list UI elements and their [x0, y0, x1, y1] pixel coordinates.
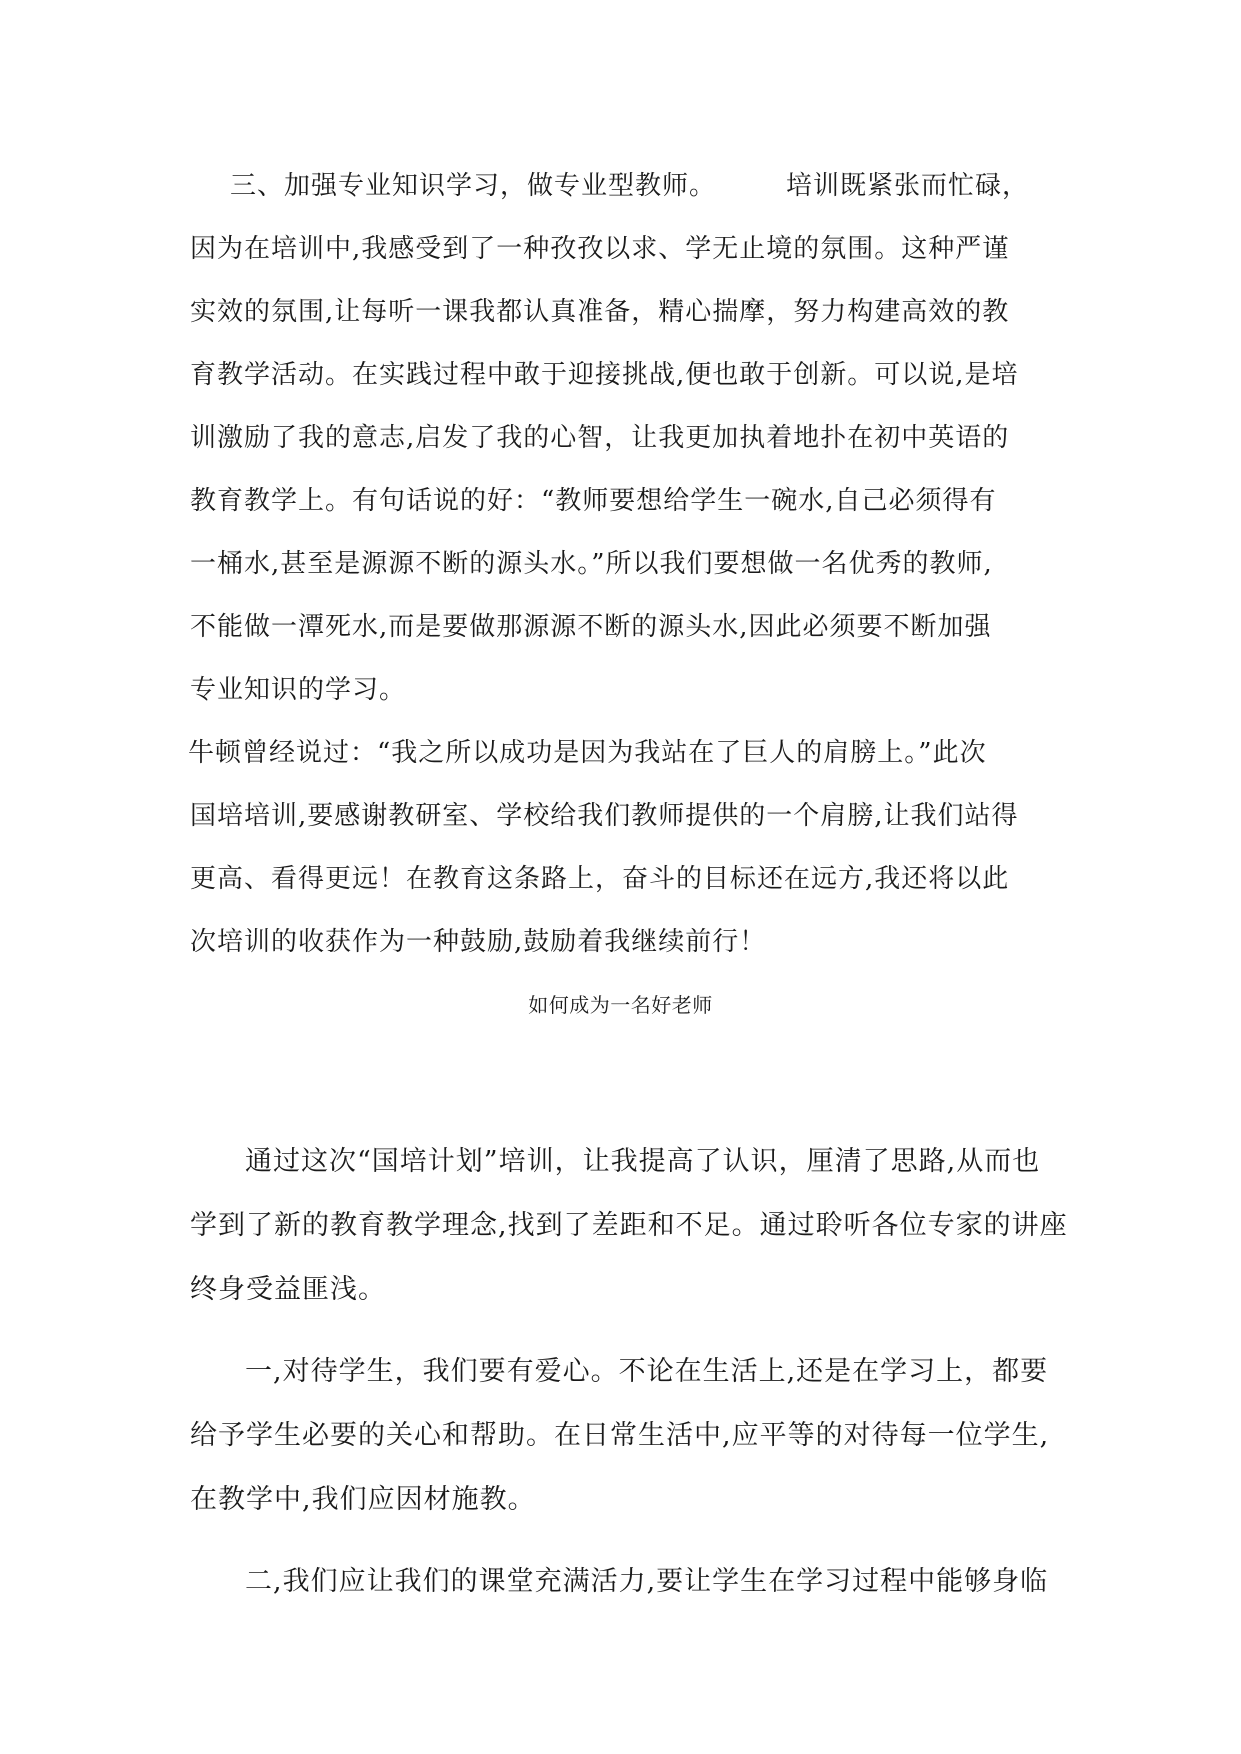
paragraph-line: 次培训的收获作为一种鼓励,鼓励着我继续前行！	[190, 927, 767, 957]
paragraph-text: 二,我们应让我们的课堂充满活力,要让学生在学习过程中能够身临	[245, 1566, 1049, 1597]
article-title: 如何成为一名好老师	[528, 993, 713, 1017]
section-two	[190, 1130, 1080, 1614]
paragraph-line: 在教学中,我们应因材施教。	[190, 1484, 536, 1515]
paragraph-line: 实效的氛围,让每听一课我都认真准备，精心揣摩，努力构建高效的教	[190, 297, 1010, 327]
section-one	[190, 155, 1060, 974]
paragraph-line: 国培培训,要感谢教研室、学校给我们教师提供的一个肩膀,让我们站得	[190, 801, 1019, 831]
paragraph-line: 训激励了我的意志,启发了我的心智，让我更加执着地扑在初中英语的	[190, 423, 1010, 453]
paragraph-gap	[190, 1532, 1080, 1550]
paragraph-line	[190, 1550, 1080, 1614]
paragraph-line	[190, 1130, 1080, 1194]
paragraph-line: 专业知识的学习。	[190, 675, 407, 705]
section-heading-line	[190, 155, 1060, 218]
section-heading-tail: 培训既紧张而忙碌，	[786, 171, 1030, 201]
paragraph-line	[190, 1340, 1080, 1404]
paragraph-line: 学到了新的教育教学理念,找到了差距和不足。通过聆听各位专家的讲座	[190, 1210, 1068, 1241]
paragraph-text: 一,对待学生，我们要有爱心。不论在生活上,还是在学习上，都要	[245, 1356, 1049, 1387]
paragraph-gap	[190, 1322, 1080, 1340]
paragraph-line: 给予学生必要的关心和帮助。在日常生活中,应平等的对待每一位学生,	[190, 1420, 1050, 1451]
paragraph-line: 更高、看得更远！在教育这条路上，奋斗的目标还在远方,我还将以此	[190, 864, 1010, 894]
paragraph-line: 牛顿曾经说过：“我之所以成功是因为我站在了巨人的肩膀上。”此次	[188, 738, 987, 768]
paragraph-line: 教育教学上。有句话说的好：“教师要想给学生一碗水,自己必须得有	[190, 486, 997, 516]
paragraph-line: 终身受益匪浅。	[190, 1274, 386, 1305]
section-heading: 三、加强专业知识学习，做专业型教师。	[230, 171, 717, 201]
paragraph-line: 因为在培训中,我感受到了一种孜孜以求、学无止境的氛围。这种严谨	[190, 234, 1010, 264]
paragraph-line: 一桶水,甚至是源源不断的源头水。”所以我们要想做一名优秀的教师,	[190, 549, 993, 579]
paragraph-text: 通过这次“国培计划”培训，让我提高了认识，厘清了思路,从而也	[245, 1146, 1041, 1177]
paragraph-line: 不能做一潭死水,而是要做那源源不断的源头水,因此必须要不断加强	[190, 612, 992, 642]
paragraph-line: 育教学活动。在实践过程中敢于迎接挑战,便也敢于创新。可以说,是培	[190, 360, 1019, 390]
